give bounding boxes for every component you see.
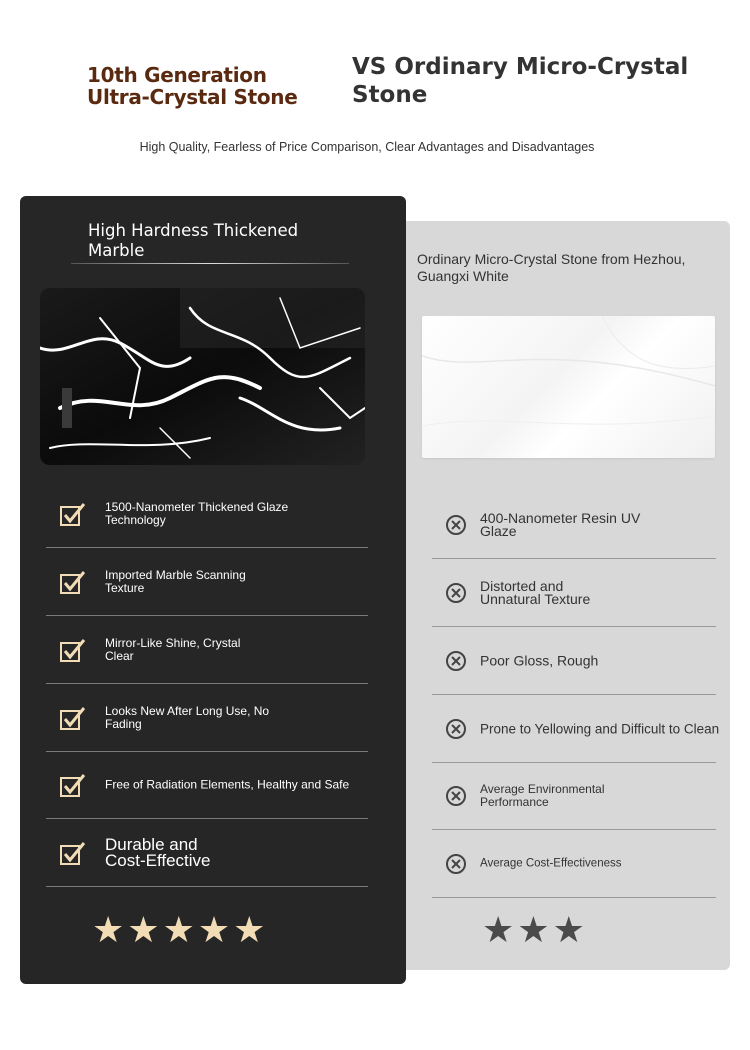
- right-feature-row: [432, 762, 716, 830]
- circle-x-icon: [445, 853, 467, 875]
- left-feature-text: Durable and Cost-Effective: [105, 834, 211, 870]
- left-feature-row: [46, 751, 368, 819]
- checkmark-box-icon: [60, 841, 86, 865]
- circle-x-icon: [445, 650, 467, 672]
- left-feature-row: [46, 616, 368, 684]
- right-feature-text: Poor Gloss, Rough: [480, 652, 599, 668]
- left-rating-stars: [92, 909, 266, 950]
- right-feature-text: Distorted and Unnatural Texture: [480, 577, 591, 607]
- left-feature-row: [46, 548, 368, 616]
- black-marble-image: [40, 288, 365, 465]
- right-title-line1: Ordinary Micro-Crystal Stone from Hezhou,: [417, 251, 686, 267]
- right-title-line2: Guangxi White: [417, 268, 509, 284]
- subtitle: High Quality, Fearless of Price Comparison, Clear Advantages and Disadvantages: [139, 140, 595, 154]
- checkmark-box-icon: [60, 706, 86, 730]
- right-feature-text: Average Cost-Effectiveness: [480, 857, 622, 869]
- header-right-line2: Stone: [352, 82, 428, 108]
- left-feature-text: Free of Radiation Elements, Healthy and Safe: [105, 777, 350, 791]
- circle-x-icon: [445, 582, 467, 604]
- right-feature-row: [432, 627, 716, 695]
- left-feature-row: [46, 819, 368, 887]
- right-feature-text: Prone to Yellowing and Difficult to Clean: [480, 721, 720, 736]
- star-icon: ★: [482, 909, 515, 950]
- checkmark-box-icon: [60, 570, 86, 594]
- star-icon: ★: [197, 909, 231, 950]
- left-feature-text: Mirror-Like Shine, Crystal Clear: [105, 635, 241, 663]
- header-left-line1: 10th Generation: [87, 63, 267, 87]
- left-title-line2: Marble: [88, 241, 145, 260]
- checkmark-box-icon: [60, 638, 86, 662]
- left-feature-text: Looks New After Long Use, No Fading: [105, 703, 270, 731]
- circle-x-icon: [445, 514, 467, 536]
- left-feature-row: [46, 480, 368, 548]
- star-icon: ★: [162, 909, 195, 950]
- left-panel-title: [88, 221, 338, 261]
- circle-x-icon: [445, 718, 467, 740]
- header-left-line2: Ultra-Crystal Stone: [87, 85, 298, 109]
- right-feature-row: [432, 559, 716, 627]
- left-feature-text: Imported Marble Scanning Texture: [105, 567, 246, 595]
- right-panel-title: [417, 251, 717, 285]
- star-icon: ★: [127, 909, 160, 950]
- star-icon: ★: [92, 909, 125, 950]
- header-right: [352, 53, 712, 109]
- right-feature-row: [432, 491, 716, 559]
- left-feature-row: [46, 684, 368, 752]
- right-feature-row: [432, 695, 720, 763]
- star-icon: ★: [552, 909, 585, 950]
- left-feature-text: 1500-Nanometer Thickened Glaze Technology: [105, 499, 289, 527]
- star-icon: ★: [517, 909, 550, 950]
- checkmark-box-icon: [60, 773, 86, 797]
- right-rating-stars: [482, 909, 585, 950]
- left-title-divider: [71, 263, 349, 264]
- checkmark-box-icon: [60, 502, 86, 526]
- white-stone-image: [422, 316, 715, 458]
- circle-x-icon: [445, 785, 467, 807]
- right-feature-text: Average Environmental Performance: [480, 781, 605, 809]
- left-title-line1: High Hardness Thickened: [88, 221, 299, 240]
- star-icon: ★: [233, 909, 266, 950]
- right-feature-row: [432, 830, 716, 898]
- right-feature-text: 400-Nanometer Resin UV Glaze: [480, 509, 641, 539]
- header-right-line1: VS Ordinary Micro-Crystal: [352, 54, 689, 80]
- header-left: [87, 64, 337, 108]
